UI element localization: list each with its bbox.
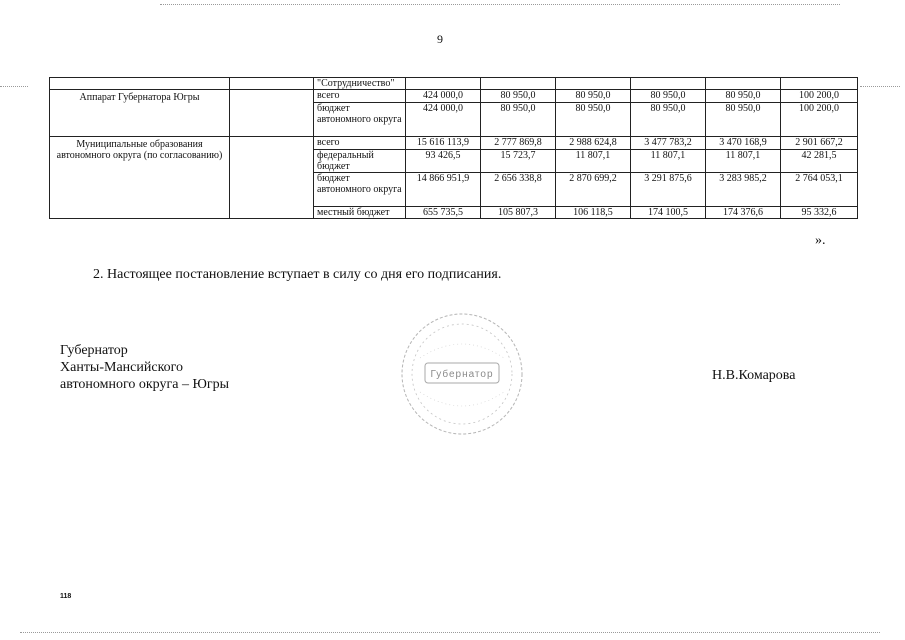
- value-cell: 3 477 783,2: [631, 137, 706, 150]
- signatory-position-line: автономного округа – Югры: [60, 377, 229, 392]
- signatory-name: Н.В.Комарова: [712, 368, 796, 383]
- scan-artifact-right: [860, 86, 900, 87]
- seal-text: Губернатор: [430, 369, 494, 380]
- value-cell: [481, 78, 556, 90]
- org-cell: [50, 78, 230, 90]
- value-cell: 42 281,5: [781, 150, 858, 173]
- value-cell: 655 735,5: [406, 207, 481, 219]
- value-cell: 2 901 667,2: [781, 137, 858, 150]
- value-cell: [406, 78, 481, 90]
- budget-table: [49, 77, 858, 219]
- page-number: 9: [437, 32, 443, 46]
- funding-source-cell: федеральный бюджет: [314, 150, 406, 173]
- table-row: [50, 90, 858, 103]
- value-cell: 80 950,0: [556, 103, 631, 137]
- value-cell: 106 118,5: [556, 207, 631, 219]
- value-cell: 80 950,0: [556, 90, 631, 103]
- value-cell: 2 656 338,8: [481, 173, 556, 207]
- value-cell: 80 950,0: [631, 90, 706, 103]
- empty-cell: [230, 137, 314, 219]
- value-cell: 80 950,0: [706, 103, 781, 137]
- funding-source-cell: всего: [314, 137, 406, 150]
- closing-quote: ».: [815, 233, 826, 248]
- value-cell: 100 200,0: [781, 90, 858, 103]
- value-cell: [631, 78, 706, 90]
- scan-artifact-bottom: [20, 632, 880, 633]
- value-cell: 11 807,1: [706, 150, 781, 173]
- value-cell: 3 470 168,9: [706, 137, 781, 150]
- value-cell: 424 000,0: [406, 103, 481, 137]
- value-cell: 15 616 113,9: [406, 137, 481, 150]
- value-cell: 2 764 053,1: [781, 173, 858, 207]
- funding-source-cell: "Сотрудничество": [314, 78, 406, 90]
- value-cell: 2 988 624,8: [556, 137, 631, 150]
- value-cell: 105 807,3: [481, 207, 556, 219]
- resolution-paragraph: 2. Настоящее постановление вступает в силу со дня его подписания.: [93, 267, 502, 282]
- value-cell: 100 200,0: [781, 103, 858, 137]
- table-row: [50, 137, 858, 150]
- value-cell: [781, 78, 858, 90]
- funding-source-cell: всего: [314, 90, 406, 103]
- org-cell: Муниципальные образования автономного округа (по согласованию): [50, 137, 230, 219]
- signatory-position-line: Ханты-Мансийского: [60, 360, 184, 375]
- value-cell: 2 870 699,2: [556, 173, 631, 207]
- value-cell: 80 950,0: [481, 90, 556, 103]
- value-cell: 11 807,1: [631, 150, 706, 173]
- value-cell: 424 000,0: [406, 90, 481, 103]
- signatory-position-line: Губернатор: [60, 343, 128, 358]
- org-cell: Аппарат Губернатора Югры: [50, 90, 230, 137]
- value-cell: 3 291 875,6: [631, 173, 706, 207]
- empty-cell: [230, 90, 314, 137]
- scan-artifact-top: [160, 4, 840, 5]
- value-cell: 93 426,5: [406, 150, 481, 173]
- table-row: [50, 78, 858, 90]
- empty-cell: [230, 78, 314, 90]
- value-cell: 2 777 869,8: [481, 137, 556, 150]
- value-cell: 15 723,7: [481, 150, 556, 173]
- value-cell: [556, 78, 631, 90]
- value-cell: 95 332,6: [781, 207, 858, 219]
- value-cell: 174 100,5: [631, 207, 706, 219]
- funding-source-cell: бюджет автономного округа: [314, 103, 406, 137]
- signatory-position: [60, 342, 229, 393]
- value-cell: [706, 78, 781, 90]
- value-cell: 80 950,0: [631, 103, 706, 137]
- scan-artifact-left: [0, 86, 28, 87]
- value-cell: 174 376,6: [706, 207, 781, 219]
- archive-mark: 118: [60, 593, 72, 600]
- funding-source-cell: местный бюджет: [314, 207, 406, 219]
- funding-source-cell: бюджет автономного округа: [314, 173, 406, 207]
- value-cell: 14 866 951,9: [406, 173, 481, 207]
- value-cell: 80 950,0: [481, 103, 556, 137]
- value-cell: 3 283 985,2: [706, 173, 781, 207]
- seal-stamp: [398, 310, 526, 438]
- value-cell: 11 807,1: [556, 150, 631, 173]
- value-cell: 80 950,0: [706, 90, 781, 103]
